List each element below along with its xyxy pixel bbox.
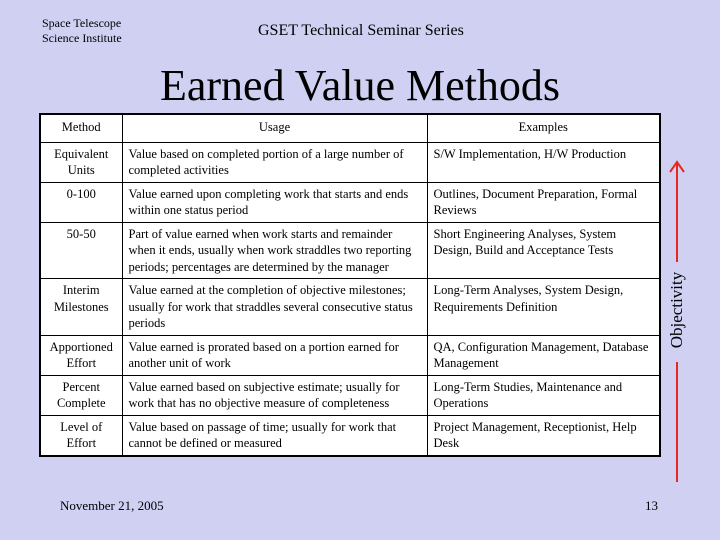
- table-row: [40, 335, 660, 375]
- usage-cell: Value earned upon completing work that starts and ends within one status period: [122, 182, 427, 222]
- slide-title: Earned Value Methods: [160, 61, 560, 110]
- org-line-2: Science Institute: [42, 31, 122, 45]
- examples-cell: Short Engineering Analyses, System Design, Build and Acceptance Tests: [427, 222, 660, 279]
- examples-cell: Long-Term Analyses, System Design, Requirements Definition: [427, 279, 660, 336]
- method-cell: Level of Effort: [40, 415, 122, 456]
- table-header-row: [40, 114, 660, 142]
- page-number: 13: [645, 498, 658, 513]
- examples-cell: S/W Implementation, H/W Production: [427, 142, 660, 182]
- method-cell: Percent Complete: [40, 375, 122, 415]
- table-row: [40, 279, 660, 336]
- seminar-series-title: GSET Technical Seminar Series: [258, 22, 464, 39]
- organization-name: [42, 16, 122, 46]
- usage-cell: Value earned is prorated based on a portion earned for another unit of work: [122, 335, 427, 375]
- method-cell: 50-50: [40, 222, 122, 279]
- column-header-method: Method: [40, 114, 122, 142]
- footer-date: November 21, 2005: [60, 498, 164, 513]
- method-cell: Equivalent Units: [40, 142, 122, 182]
- table-row: [40, 415, 660, 456]
- usage-cell: Part of value earned when work starts and remainder when it ends, usually when work straddles two reporting periods; percentages are determined by the manager: [122, 222, 427, 279]
- column-header-usage: Usage: [122, 114, 427, 142]
- usage-cell: Value based on passage of time; usually for work that cannot be defined or measured: [122, 415, 427, 456]
- examples-cell: Project Management, Receptionist, Help Desk: [427, 415, 660, 456]
- method-cell: 0-100: [40, 182, 122, 222]
- usage-cell: Value earned based on subjective estimate; usually for work that has no objective measure of completeness: [122, 375, 427, 415]
- table-row: [40, 142, 660, 182]
- table-row: [40, 375, 660, 415]
- method-cell: Apportioned Effort: [40, 335, 122, 375]
- method-cell: Interim Milestones: [40, 279, 122, 336]
- usage-cell: Value based on completed portion of a large number of completed activities: [122, 142, 427, 182]
- column-header-examples: Examples: [427, 114, 660, 142]
- objectivity-label: Objectivity: [667, 271, 686, 349]
- examples-cell: QA, Configuration Management, Database Management: [427, 335, 660, 375]
- table-row: [40, 182, 660, 222]
- examples-cell: Outlines, Document Preparation, Formal Reviews: [427, 182, 660, 222]
- usage-cell: Value earned at the completion of objective milestones; usually for work that straddles several consecutive status periods: [122, 279, 427, 336]
- examples-cell: Long-Term Studies, Maintenance and Operations: [427, 375, 660, 415]
- org-line-1: Space Telescope: [42, 16, 122, 30]
- table-row: [40, 222, 660, 279]
- earned-value-methods-table: [39, 113, 661, 457]
